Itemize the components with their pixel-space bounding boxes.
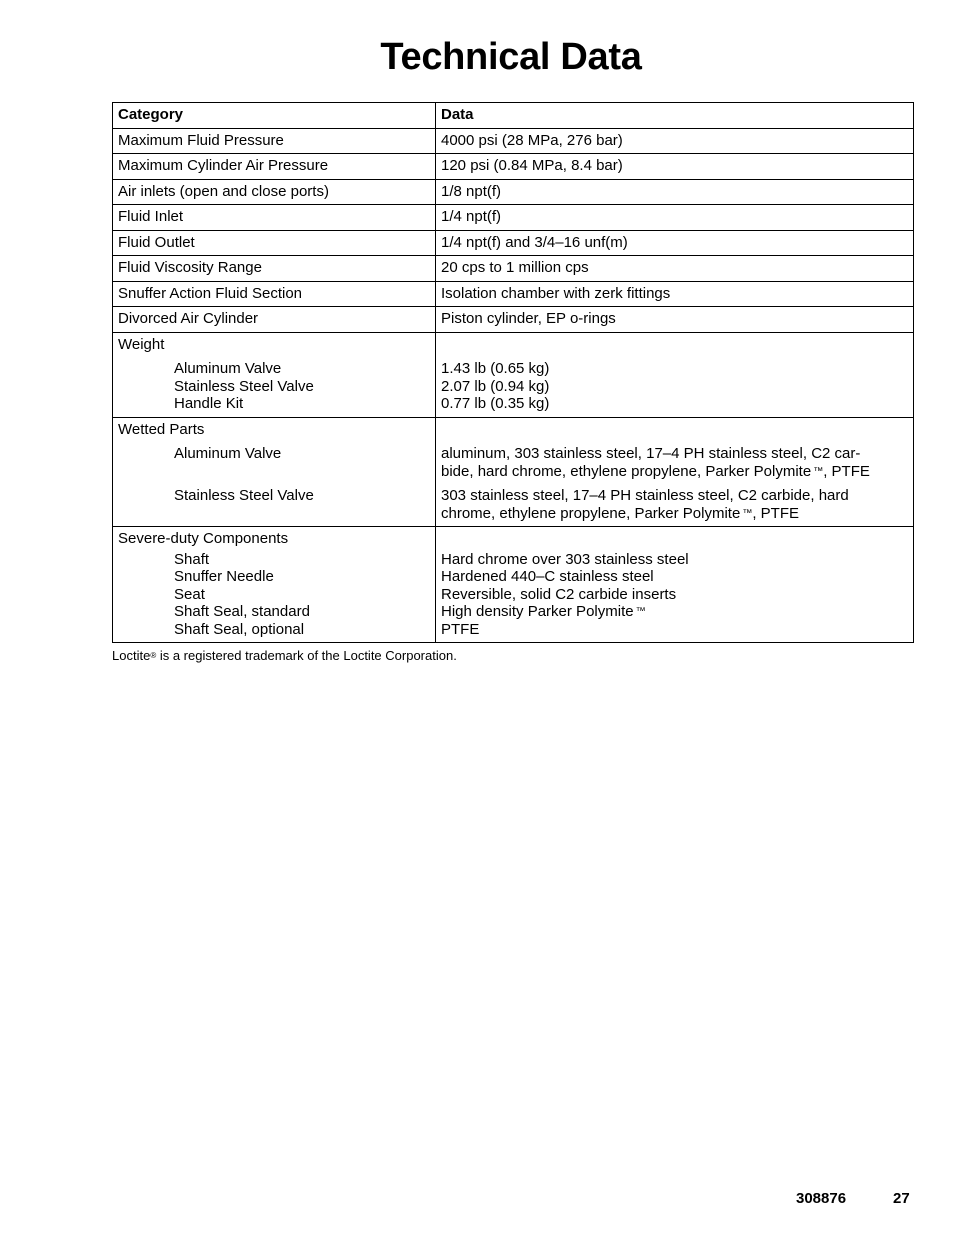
table-row xyxy=(113,256,914,282)
table-row-weight xyxy=(113,332,914,417)
trademark-footnote: Loctite® is a registered trademark of the Loctite Corporation. xyxy=(112,648,457,663)
sub-value: Hardened 440–C stainless steel xyxy=(441,568,654,585)
page-title: Technical Data xyxy=(380,36,642,78)
data-cell: 4000 psi (28 MPa, 276 bar) xyxy=(436,128,914,154)
category-cell: Snuffer Action Fluid Section xyxy=(113,281,436,307)
data-cell: 20 cps to 1 million cps xyxy=(436,256,914,282)
trademark-mark: ™ xyxy=(742,507,753,519)
sub-label: Shaft xyxy=(174,550,210,568)
header-data: Data xyxy=(436,103,914,129)
table-row xyxy=(113,281,914,307)
category-cell: Divorced Air Cylinder xyxy=(113,307,436,333)
weight-heading: Weight xyxy=(118,335,165,353)
category-cell: Fluid Outlet xyxy=(113,230,436,256)
data-cell xyxy=(436,527,914,643)
data-cell: 1/4 npt(f) xyxy=(436,205,914,231)
category-cell: Fluid Inlet xyxy=(113,205,436,231)
sub-value: High density Parker Polymite xyxy=(441,603,634,620)
severe-heading: Severe-duty Components xyxy=(118,530,289,547)
sub-label: Shaft Seal, standard xyxy=(174,603,310,620)
sub-value: PTFE xyxy=(441,620,480,638)
data-cell xyxy=(436,417,914,527)
sub-label: Handle Kit xyxy=(174,395,244,412)
sub-label: Shaft Seal, optional xyxy=(174,620,305,638)
technical-data-table xyxy=(112,102,914,643)
weight-values xyxy=(441,360,908,413)
sub-value: 2.07 lb (0.94 kg) xyxy=(441,377,550,395)
table-header-row xyxy=(113,103,914,129)
table-row xyxy=(113,230,914,256)
category-cell xyxy=(113,527,436,643)
sub-value: 0.77 lb (0.35 kg) xyxy=(441,395,550,412)
table-row xyxy=(113,179,914,205)
weight-sub-labels xyxy=(118,360,430,413)
data-cell: Piston cylinder, EP o-rings xyxy=(436,307,914,333)
sub-label: Seat xyxy=(174,585,205,603)
sub-label: Stainless Steel Valve xyxy=(174,377,314,395)
sub-label: Stainless Steel Valve xyxy=(174,487,314,504)
page-number: 27 xyxy=(893,1190,910,1207)
category-cell xyxy=(113,332,436,417)
category-cell: Air inlets (open and close ports) xyxy=(113,179,436,205)
data-cell: 1/8 npt(f) xyxy=(436,179,914,205)
table-row-wetted-parts xyxy=(113,417,914,527)
aluminum-wetted-value: aluminum, 303 stainless steel, 17–4 PH stainless steel, C2 car- bide, hard chrome, ethylene propylene, Parker Polymite ™, PTFE xyxy=(441,445,870,480)
sub-value: 1.43 lb (0.65 kg) xyxy=(441,360,550,377)
table-row xyxy=(113,307,914,333)
table-row-severe-duty xyxy=(113,527,914,643)
sub-label: Aluminum Valve xyxy=(174,360,282,377)
registered-mark: ® xyxy=(150,651,157,660)
stainless-wetted-value: 303 stainless steel, 17–4 PH stainless steel, C2 carbide, hard chrome, ethylene propylene, Parker Polymite ™, PTFE xyxy=(441,487,849,522)
sub-label: Aluminum Valve xyxy=(174,445,282,462)
wetted-heading: Wetted Parts xyxy=(118,420,205,438)
trademark-mark: ™ xyxy=(813,465,824,477)
data-cell xyxy=(436,332,914,417)
document-number: 308876 xyxy=(796,1190,847,1207)
table-row xyxy=(113,205,914,231)
severe-sub-labels xyxy=(118,551,430,639)
sub-label: Snuffer Needle xyxy=(174,568,274,585)
sub-value: Hard chrome over 303 stainless steel xyxy=(441,550,689,568)
category-cell xyxy=(113,417,436,527)
header-category: Category xyxy=(113,103,436,129)
data-cell: Isolation chamber with zerk fittings xyxy=(436,281,914,307)
category-cell: Fluid Viscosity Range xyxy=(113,256,436,282)
table-row xyxy=(113,128,914,154)
data-cell: 120 psi (0.84 MPa, 8.4 bar) xyxy=(436,154,914,180)
category-cell: Maximum Cylinder Air Pressure xyxy=(113,154,436,180)
sub-value: Reversible, solid C2 carbide inserts xyxy=(441,585,677,603)
category-cell: Maximum Fluid Pressure xyxy=(113,128,436,154)
table-row xyxy=(113,154,914,180)
severe-values xyxy=(441,551,908,639)
trademark-mark: ™ xyxy=(635,606,646,617)
data-cell: 1/4 npt(f) and 3/4–16 unf(m) xyxy=(436,230,914,256)
